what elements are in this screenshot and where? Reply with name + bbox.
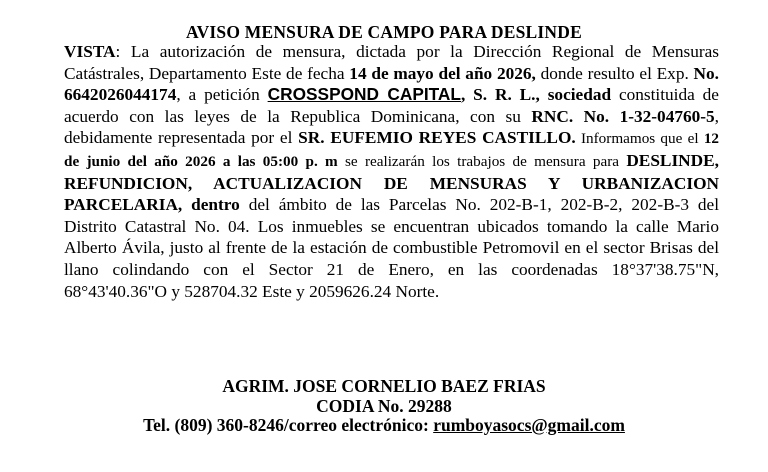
works-description: DESLINDE, REFUNDICION, ACTUALIZACION DE MENSURAS Y URBANIZACION PARCELARIA, dentro (64, 150, 719, 215)
survey-date: 12 de junio del año 2026 a las 05:00 p. m (64, 130, 719, 170)
representative-name: SR. EUFEMIO REYES CASTILLO. (298, 128, 576, 148)
body-text-4: constituida de acuerdo con las leyes de la Republica Dominicana, con su (64, 85, 719, 126)
rnc-number: RNC. No. 1-32-04760-5 (531, 106, 715, 126)
notice-title: AVISO MENSURA DE CAMPO PARA DESLINDE (186, 22, 582, 42)
body-text-1: : La autorización de mensura, dictada por la Dirección Regional de Mensuras Catástrales, Departamento Este de fecha (64, 42, 719, 83)
body-text-5: , debidamente representada por el (64, 106, 719, 148)
company-name: CROSSPOND CAPITAL (267, 84, 461, 105)
notice-body (64, 41, 719, 302)
company-suffix: , S. R. L., sociedad (460, 85, 612, 105)
body-text-3: , a petición (176, 85, 268, 105)
body-text-6: Informamos que el (575, 130, 704, 148)
contact-prefix: Tel. (809) 360-8246/correo electrónico: (143, 415, 434, 435)
email-link[interactable]: rumboyasocs@gmail.com (433, 415, 625, 435)
authorization-date: 14 de mayo del año 2026, (349, 63, 536, 83)
body-text-8: del ámbito de las Parcelas No. 202-B-1, 202-B-2, 202-B-3 del Distrito Catastral No. 04. Los inmuebles se encuentran ubicados tomando la calle Mario Alberto Ávila, justo al frente de la estación de combustible Petromovil en el sector Brisas del llano colindando con el Sector 21 de Enero, en las coordenadas 18°37'38.75"N, 68°43'40.36"O y 528704.32 Este y 2059626.24 Norte. (64, 195, 720, 301)
codia-number: CODIA No. 29288 (316, 396, 452, 416)
contact-line (0, 415, 768, 436)
body-text-7: se realizarán los trabajos de mensura para (337, 152, 627, 170)
surveyor-name: AGRIM. JOSE CORNELIO BAEZ FRIAS (222, 376, 546, 396)
body-text-2: donde resulto el Exp. (535, 63, 694, 83)
expedient-number: No. 6642026044174 (64, 63, 719, 105)
vista-label: VISTA (64, 42, 116, 61)
